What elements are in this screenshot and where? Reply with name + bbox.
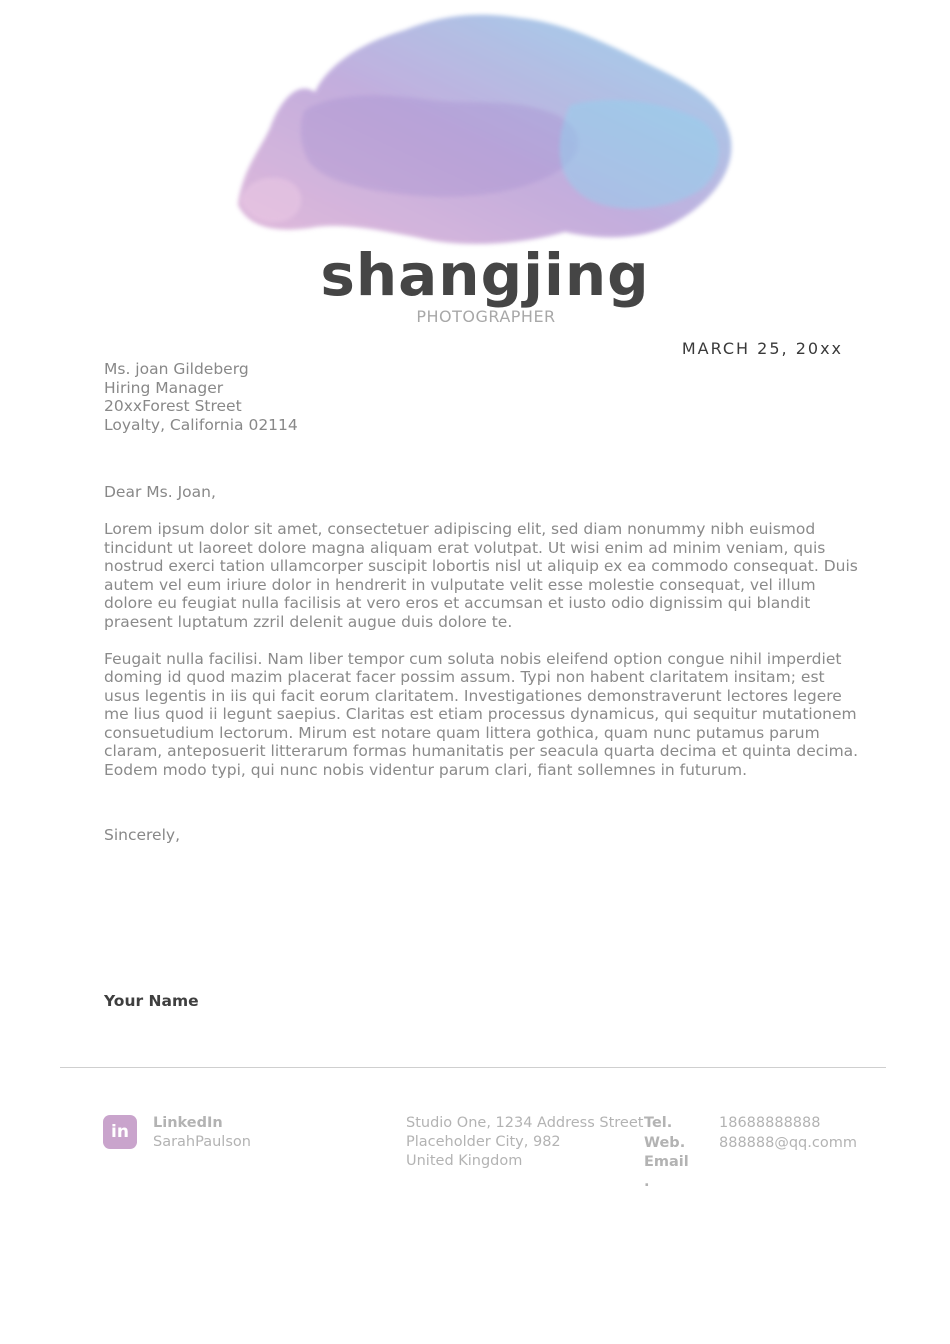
linkedin-username[interactable]: SarahPaulson — [153, 1134, 251, 1150]
value-tel[interactable]: 18688888888 — [719, 1115, 821, 1131]
value-web[interactable]: 888888@qq.comm — [719, 1134, 857, 1151]
recipient-block — [104, 360, 298, 435]
signature-name: Your Name — [104, 992, 199, 1010]
letter-closing: Sincerely, — [104, 826, 181, 844]
recipient-title: Hiring Manager — [104, 378, 224, 397]
label-email: Email — [644, 1154, 689, 1170]
recipient-name: Ms. joan Gildeberg — [104, 360, 249, 378]
recipient-city: Loyalty, California 02114 — [104, 416, 298, 435]
footer-address — [406, 1114, 643, 1171]
letter-date: MARCH 25, 20xx — [681, 339, 843, 358]
address-line-2: Placeholder City, 982 — [406, 1134, 561, 1150]
header-name: shangjing — [320, 241, 650, 309]
watercolor-splash — [220, 0, 740, 260]
body-paragraph-2: Feugait nulla facilisi. Nam liber tempor cum soluta nobis eleifend option congue nihil imperdiet doming id quod mazim placerat facer possim assum. Typi non habent claritatem insitam; est usus legentis in iis qui facit eorum claritatem. Investigationes demonstraverunt lectores legere me lius quod ii legunt saepius. Claritas est etiam processus dynamicus, qui sequitur mutationem consuetudium lectorum. Mirum est notare quam littera gothica, quam nunc putamus parum claram, anteposuerit litterarum formas humanitatis per seacula quarta decima et quinta decima. Eodem modo typi, qui nunc nobis videntur parum clari, fiant sollemnes in futurum. — [104, 649, 859, 779]
linkedin-label: LinkedIn — [153, 1115, 223, 1131]
label-web: Web. — [644, 1134, 686, 1151]
letter-greeting: Dear Ms. Joan, — [104, 483, 216, 501]
address-line-1: Studio One, 1234 Address Street — [406, 1115, 644, 1131]
label-dot: . — [644, 1173, 650, 1190]
recipient-street: 20xxForest Street — [104, 397, 242, 416]
address-line-3: United Kingdom — [406, 1153, 523, 1169]
label-tel: Tel. — [644, 1115, 673, 1131]
linkedin-icon[interactable]: in — [103, 1115, 137, 1149]
header-role: PHOTOGRAPHER — [416, 307, 556, 326]
footer-divider — [60, 1067, 886, 1068]
letter-body — [104, 520, 864, 792]
contact-labels — [644, 1114, 689, 1192]
contact-values — [719, 1114, 857, 1153]
body-paragraph-1: Lorem ipsum dolor sit amet, consectetuer adipiscing elit, sed diam nonummy nibh euismod tincidunt ut laoreet dolore magna aliquam erat volutpat. Ut wisi enim ad minim veniam, quis nostrud exerci tation ullamcorper suscipit lobortis nisl ut aliquip ex ea commodo consequat. Duis autem vel eum iriure dolor in hendrerit in vulputate velit esse molestie consequat, vel illum dolore eu feugiat nulla facilisis at vero eros et accumsan et iusto odio dignissim qui blandit praesent luptatum zzril delenit augue duis dolore te. — [104, 520, 858, 631]
